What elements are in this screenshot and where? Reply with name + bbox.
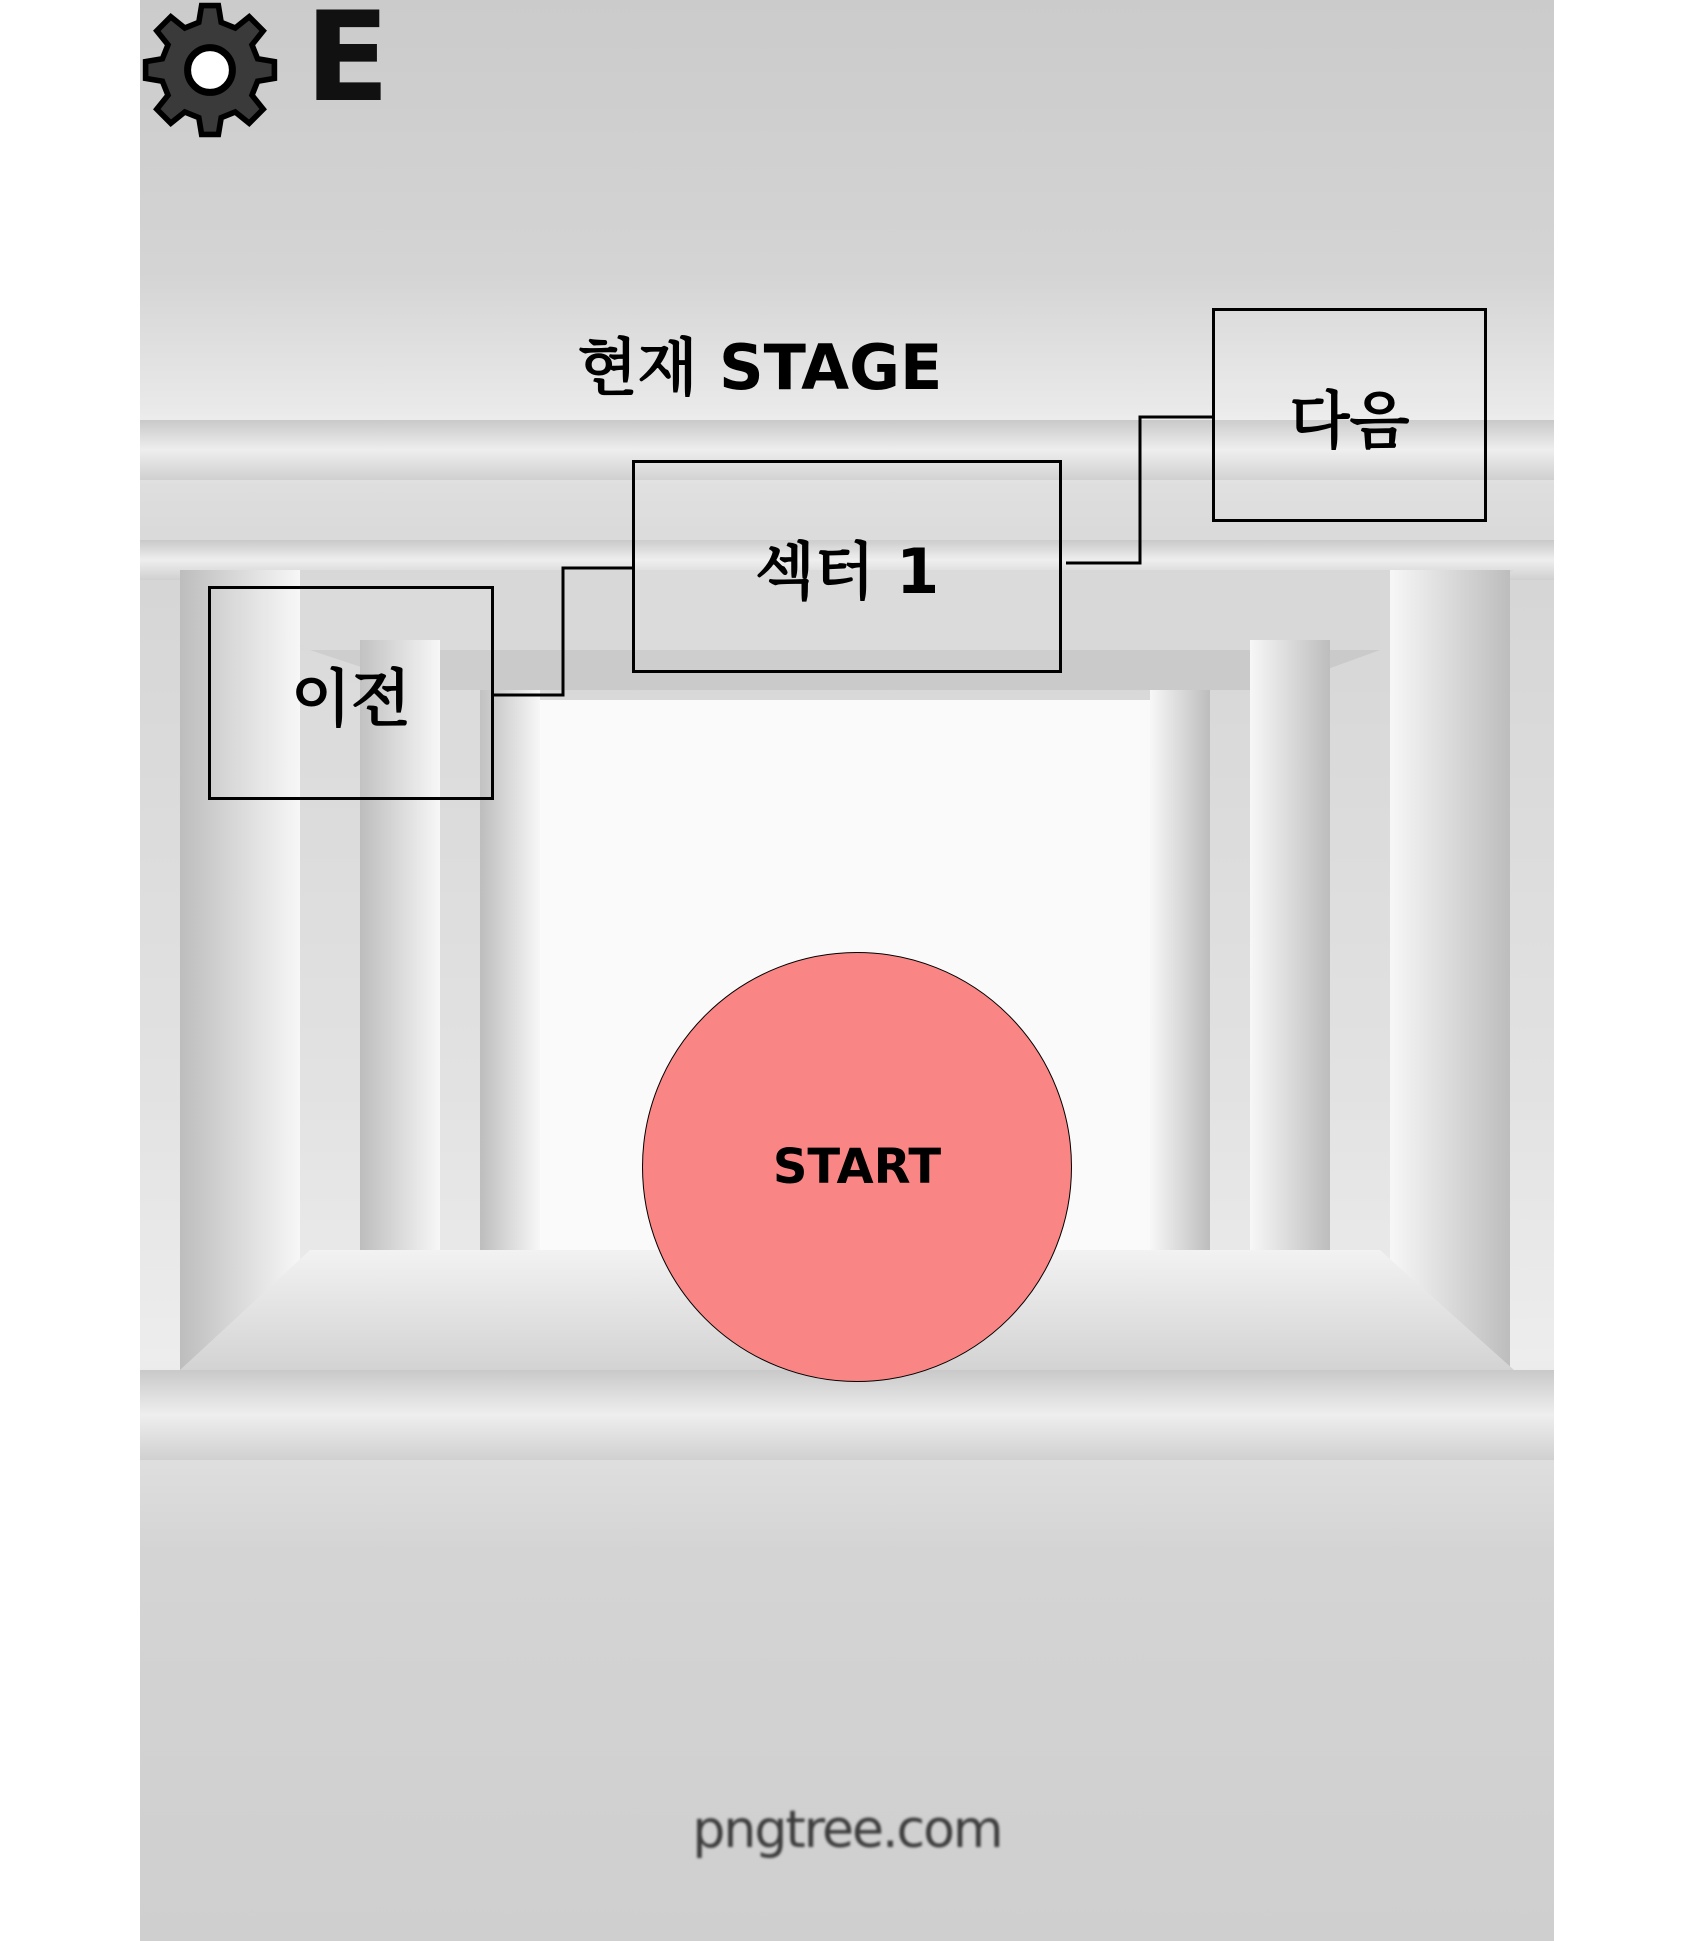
next-stage-label: 다음 [1289,383,1410,457]
gear-icon[interactable] [140,0,280,140]
current-stage-label: 현재 STAGE [577,331,943,404]
floor-band [140,1370,1554,1460]
pillar-right [1150,690,1210,1250]
pillar-right [1390,570,1510,1370]
next-stage-button[interactable] [1212,308,1487,522]
prev-stage-label: 이전 [291,661,411,735]
hud-letter: E [305,0,390,130]
prev-stage-button[interactable] [208,586,494,800]
start-button[interactable] [642,952,1072,1382]
start-button-label: START [772,1139,942,1195]
watermark: pngtree.com [692,1800,1002,1860]
current-sector-box [632,460,1062,673]
current-sector-label: 섹터 1 [754,535,940,608]
pillar-right [1250,640,1330,1280]
